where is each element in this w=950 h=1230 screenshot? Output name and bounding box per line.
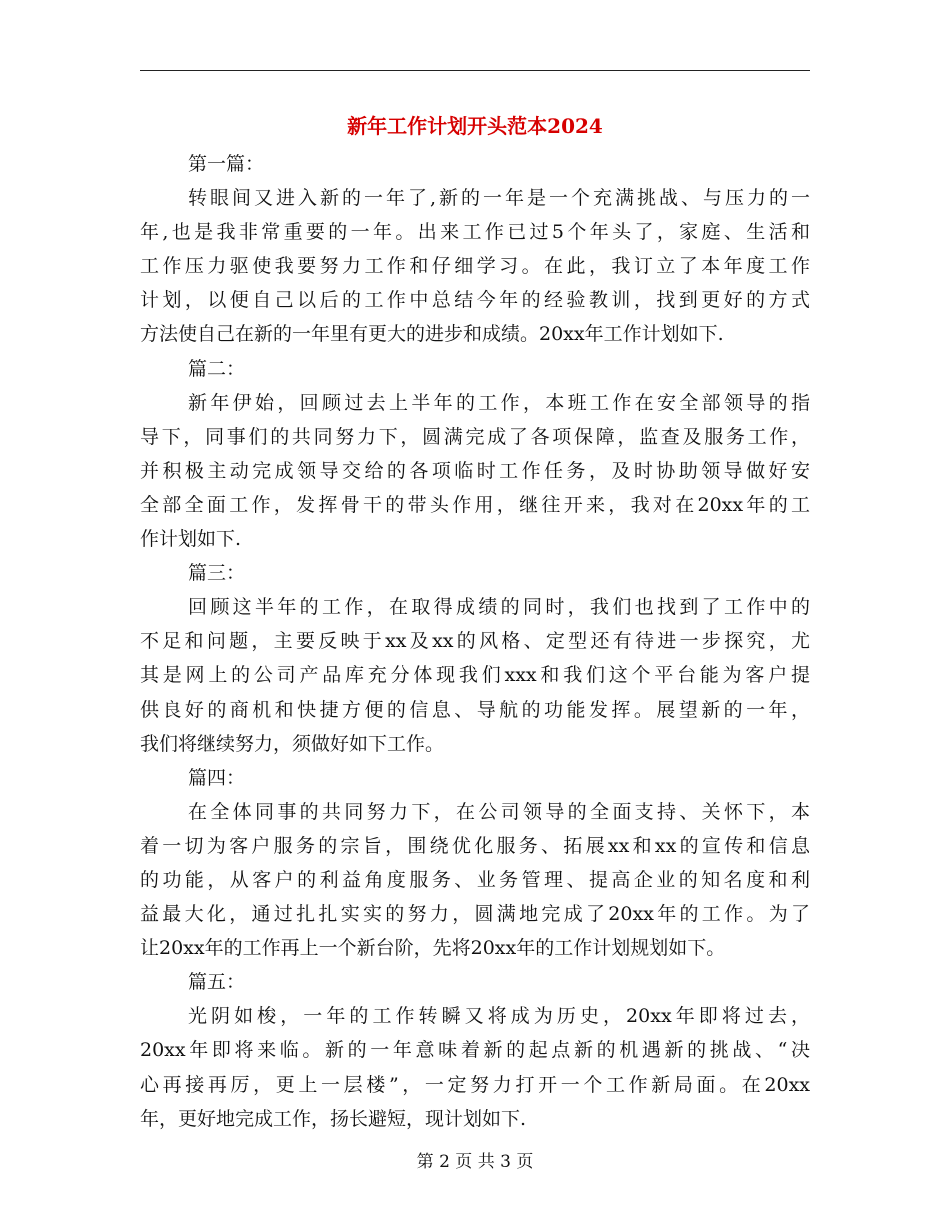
section-heading: 篇三： [188, 562, 246, 585]
section-heading: 篇五： [188, 971, 246, 994]
paragraph-line: 年,也是我非常重要的一年。出来工作已过5个年头了，家庭、生活和 [140, 221, 810, 244]
paragraph-line: 年，更好地完成工作，扬长避短，现计划如下. [140, 1107, 527, 1130]
paragraph-line: 的功能，从客户的利益角度服务、业务管理、提高企业的知名度和利 [140, 868, 810, 891]
paragraph-line: 我们将继续努力，须做好如下工作。 [140, 732, 445, 755]
paragraph-line: 20xx年即将来临。新的一年意味着新的起点新的机遇新的挑战、“决 [140, 1039, 810, 1062]
section-heading: 篇二： [188, 357, 246, 380]
page-number-footer: 第 2 页 共 3 页 [416, 1152, 534, 1172]
paragraph-line: 回顾这半年的工作，在取得成绩的同时，我们也找到了工作中的 [188, 596, 810, 619]
section-heading: 篇四： [188, 766, 246, 789]
paragraph-line: 供良好的商机和快捷方便的信息、导航的功能发挥。展望新的一年， [140, 698, 810, 721]
paragraph-line: 作计划如下. [140, 528, 242, 551]
paragraph-line: 其是网上的公司产品库充分体现我们xxx和我们这个平台能为客户提 [140, 664, 810, 687]
paragraph-line: 在全体同事的共同努力下，在公司领导的全面支持、关怀下，本 [188, 800, 810, 823]
paragraph-line: 计划，以便自己以后的工作中总结今年的经验教训，找到更好的方式 [140, 289, 810, 312]
paragraph-line: 转眼间又进入新的一年了,新的一年是一个充满挑战、与压力的一 [188, 187, 810, 210]
paragraph-line: 着一切为客户服务的宗旨，围绕优化服务、拓展xx和xx的宣传和信息 [140, 834, 810, 857]
paragraph-line: 新年伊始，回顾过去上半年的工作，本班工作在安全部领导的指 [188, 391, 810, 414]
section-heading: 第一篇： [188, 153, 265, 175]
paragraph-line: 全部全面工作，发挥骨干的带头作用，继往开来，我对在20xx年的工 [140, 493, 810, 516]
paragraph-line: 并积极主动完成领导交给的各项临时工作任务，及时协助领导做好安 [140, 459, 810, 482]
paragraph-line: 工作压力驱使我要努力工作和仔细学习。在此，我订立了本年度工作 [140, 255, 810, 278]
header-rule [140, 70, 810, 71]
paragraph-line: 不足和问题，主要反映于xx及xx的风格、定型还有待进一步探究，尤 [140, 630, 810, 653]
paragraph-line: 益最大化，通过扎扎实实的努力，圆满地完成了20xx年的工作。为了 [140, 903, 810, 926]
paragraph-line: 光阴如梭，一年的工作转瞬又将成为历史，20xx年即将过去， [188, 1005, 810, 1028]
paragraph-line: 心再接再厉，更上一层楼”，一定努力打开一个工作新局面。在20xx [140, 1073, 810, 1096]
paragraph-line: 导下，同事们的共同努力下，圆满完成了各项保障，监查及服务工作， [140, 425, 810, 448]
paragraph-line: 让20xx年的工作再上一个新台阶，先将20xx年的工作计划规划如下。 [140, 937, 726, 960]
document-title: 新年工作计划开头范本2024 [347, 114, 603, 138]
document-body [140, 147, 810, 1136]
paragraph-line: 方法使自己在新的一年里有更大的进步和成绩。20xx年工作计划如下. [140, 323, 724, 346]
